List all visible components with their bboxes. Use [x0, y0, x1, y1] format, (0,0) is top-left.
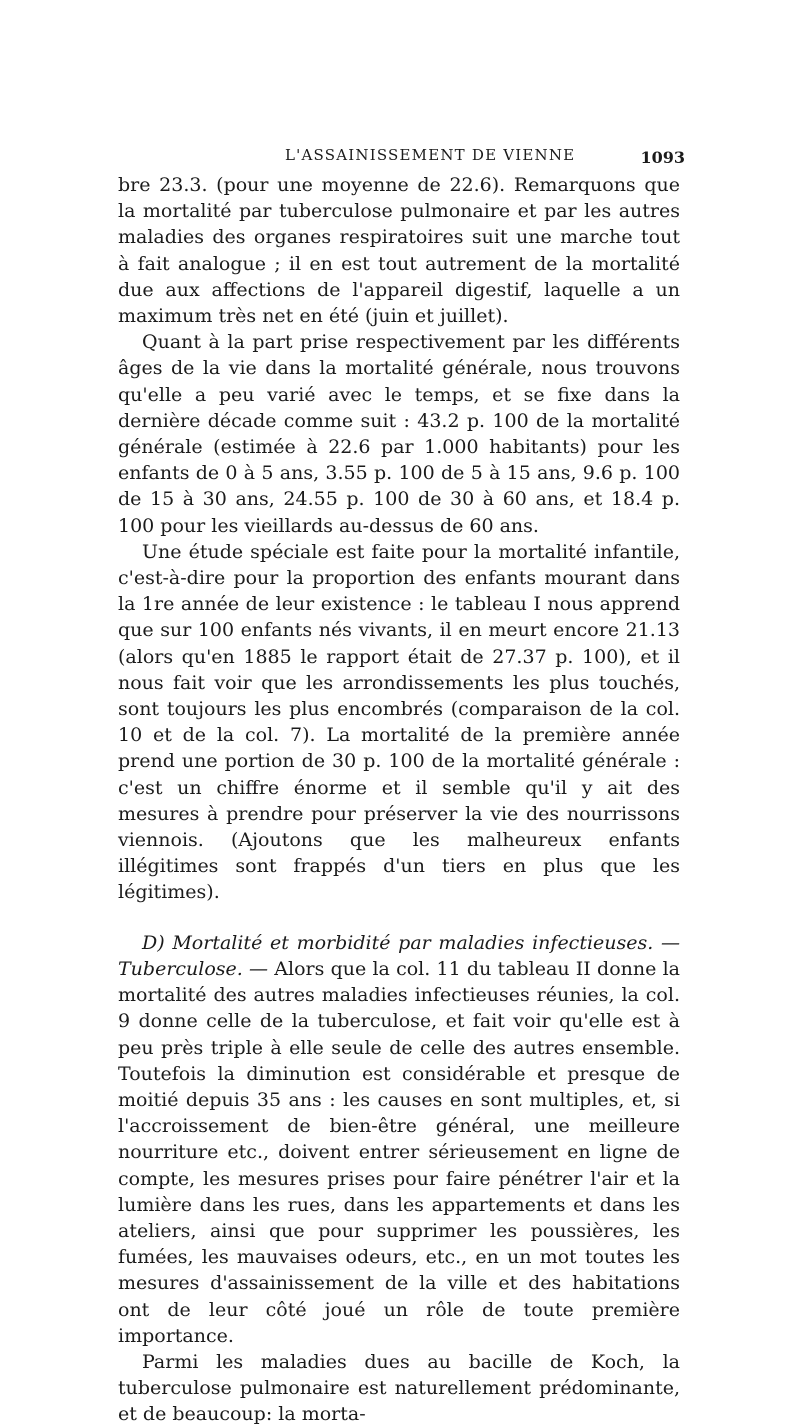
paragraph-3: Une étude spéciale est faite pour la mortalité infantile, c'est-à-dire pour la proportion des enfants mourant dans la 1re année de leur existence : le tableau I nous apprend que sur 100 enfants nés vivants, il en meurt encore 21.13 (alors qu'en 1885 le rapport était de 27.37 p. 100), et il nous fait voir que les arrondissements les plus touchés, sont toujours les plus encombrés (comparaison de la col. 10 et de la col. 7). La mortalité de la première année prend une portion de 30 p. 100 de la mortalité générale : c'est un chiffre énorme et il semble qu'il y ait des mesures à prendre pour préserver la vie des nourrissons viennois. (Ajoutons que les malheureux enfants illégitimes sont frappés d'un tiers en plus que les légitimes).: [118, 540, 680, 904]
paragraph-5: Parmi les maladies dues au bacille de Koch, la tuberculose pulmonaire est naturellement prédominante, et de beaucoup: la morta-: [118, 1350, 680, 1426]
section-d-text: Alors que la col. 11 du tableau II donne la mortalité des autres maladies infectieuses réunies, la col. 9 donne celle de la tuberculose, et fait voir qu'elle est à peu près triple à elle seule de celle des autres ensemble. Toutefois la diminution est considérable et presque de moitié depuis 35 ans : les causes en sont multiples, et, si l'accroissement de bien-être général, une meilleure nourriture etc., doivent entrer sérieusement en ligne de compte, les mesures prises pour faire pénétrer l'air et la lumière dans les rues, dans les appartements et dans les ateliers, ainsi que pour supprimer les poussières, les fumées, les mauvaises odeurs, etc., en un mot toutes les mesures d'assainissement de la ville et des habitations ont de leur côté joué un rôle de toute première importance.: [118, 957, 680, 1347]
running-title: L'ASSAINISSEMENT DE VIENNE: [285, 146, 576, 164]
paragraph-1: bre 23.3. (pour une moyenne de 22.6). Remarquons que la mortalité par tuberculose pulmonaire et par les autres maladies des organes respiratoires suit une marche tout à fait analogue ; il en est tout autrement de la mortalité due aux affections de l'appareil digestif, laquelle a un maximum très net en été (juin et juillet).: [118, 174, 680, 328]
body-text: [118, 172, 680, 1428]
section-heading: D) Mortalité et morbidité par maladies infectieuses. — Tuberculose. —: [118, 931, 680, 980]
section-d-paragraph: [118, 930, 680, 1349]
page-number: 1093: [640, 148, 685, 167]
page-header: [115, 146, 685, 174]
paragraph-2: Quant à la part prise respectivement par les différents âges de la vie dans la mortalité générale, nous trouvons qu'elle a peu varié avec le temps, et se fixe dans la dernière décade comme suit : 43.2 p. 100 de la mortalité générale (estimée à 22.6 par 1.000 habitants) pour les enfants de 0 à 5 ans, 3.55 p. 100 de 5 à 15 ans, 9.6 p. 100 de 15 à 30 ans, 24.55 p. 100 de 30 à 60 ans, et 18.4 p. 100 pour les vieillards au-dessus de 60 ans.: [118, 331, 680, 537]
